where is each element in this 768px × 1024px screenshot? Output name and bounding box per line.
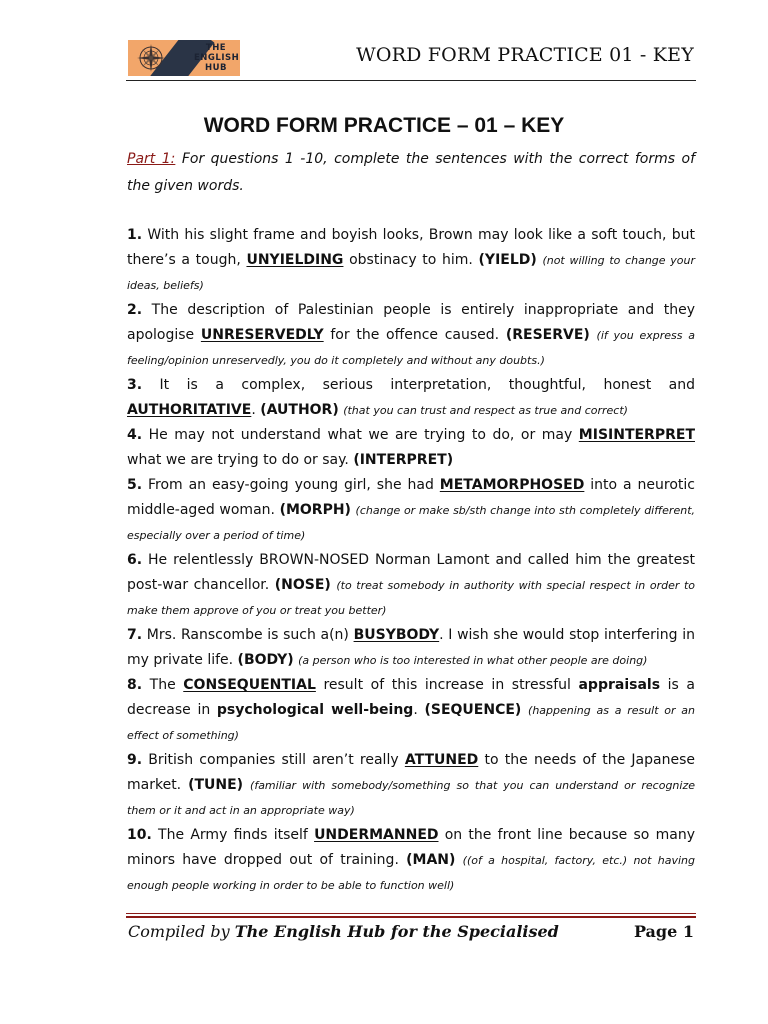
answer-word: BUSYBODY	[353, 627, 440, 643]
question-item	[127, 473, 695, 548]
answer-word: ATTUNED	[404, 752, 479, 768]
footer-compiled-by: Compiled by	[128, 922, 230, 941]
answer-word: METAMORPHOSED	[439, 477, 585, 493]
logo-text-line: ENGLISH	[194, 53, 240, 63]
logo-text-line: HUB	[205, 63, 227, 73]
question-text: for the offence caused.	[323, 327, 506, 343]
question-text: He may not understand what we are trying to do, or may	[142, 427, 579, 443]
question-item	[127, 673, 695, 748]
question-text: . I wish she would stop interfering in my private life.	[127, 627, 695, 668]
definition-text: (to treat somebody in authority with special respect in order to make them approve of you or treat you better)	[127, 579, 695, 617]
question-number: 1.	[127, 227, 143, 243]
base-word: (AUTHOR)	[260, 402, 339, 418]
base-word: (YIELD)	[478, 252, 537, 268]
logo	[128, 40, 240, 76]
definition-text: (that you can trust and respect as true and correct)	[343, 404, 628, 417]
base-word: (MAN)	[406, 852, 456, 868]
header-title: WORD FORM PRACTICE 01 - KEY	[356, 44, 694, 66]
answer-word: UNRESERVEDLY	[200, 327, 324, 343]
definition-text: (a person who is too interested in what other people are doing)	[298, 654, 648, 667]
part-label: Part 1:	[127, 151, 176, 167]
base-word: (NOSE)	[274, 577, 331, 593]
question-text: British companies still aren’t really	[142, 752, 405, 768]
instructions-text: For questions 1 -10, complete the sentences with the correct forms of the given words.	[127, 151, 695, 194]
base-word: (SEQUENCE)	[424, 702, 522, 718]
question-text: The description of Palestinian people is entirely inappropriate and they apologise	[127, 302, 695, 343]
logo-text	[194, 43, 238, 73]
question-text: on the front line because so many minors have dropped out of training.	[127, 827, 695, 868]
base-word: (BODY)	[237, 652, 294, 668]
question-text: into a neurotic middle-aged woman.	[127, 477, 695, 518]
question-item	[127, 623, 695, 673]
definition-text: (not willing to change your ideas, beliefs)	[127, 254, 695, 292]
question-item	[127, 748, 695, 823]
question-number: 5.	[127, 477, 143, 493]
base-word: (RESERVE)	[505, 327, 590, 343]
question-item	[127, 548, 695, 623]
definition-text: (if you express a feeling/opinion unreservedly, you do it completely and without any doubts.)	[127, 329, 695, 367]
question-number: 4.	[127, 427, 143, 443]
question-number: 3.	[127, 377, 143, 393]
question-text: obstinacy to him.	[343, 252, 479, 268]
question-number: 8.	[127, 677, 143, 693]
base-word: (MORPH)	[279, 502, 351, 518]
footer-credit	[128, 922, 559, 941]
question-text: With his slight frame and boyish looks, Brown may look like a soft touch, but there’s a tough,	[127, 227, 695, 268]
emphasis-text: psychological well-being	[216, 702, 414, 718]
answer-word: UNDERMANNED	[314, 827, 439, 843]
question-text: It is a complex, serious interpretation, thoughtful, honest and	[142, 377, 695, 393]
question-text	[590, 327, 597, 343]
compass-icon	[136, 43, 166, 73]
instructions	[127, 146, 695, 200]
question-text: to the needs of the Japanese market.	[127, 752, 695, 793]
question-text: Mrs. Ranscombe is such a(n)	[142, 627, 354, 643]
question-text: The	[142, 677, 184, 693]
footer-hub-name: The English Hub for the Specialised	[234, 922, 559, 941]
question-number: 6.	[127, 552, 143, 568]
base-word: (TUNE)	[188, 777, 244, 793]
base-word: (INTERPRET)	[353, 452, 454, 468]
footer-divider-thick	[126, 916, 696, 918]
question-number: 2.	[127, 302, 143, 318]
question-text: .	[251, 402, 261, 418]
question-number: 10.	[127, 827, 152, 843]
question-item	[127, 223, 695, 298]
question-number: 9.	[127, 752, 143, 768]
answer-word: AUTHORITATIVE	[127, 402, 252, 418]
question-item	[127, 823, 695, 898]
question-text: The Army finds itself	[151, 827, 315, 843]
answer-word: MISINTERPRET	[578, 427, 695, 443]
question-text: .	[413, 702, 425, 718]
emphasis-text: appraisals	[578, 677, 661, 693]
question-text	[243, 777, 250, 793]
question-text: result of this increase in stressful	[315, 677, 579, 693]
question-list	[127, 223, 695, 898]
definition-text: (familiar with somebody/something so that you can understand or recognize them or it and act in an appropriate way)	[127, 779, 695, 817]
question-text: He relentlessly BROWN-NOSED Norman Lamont and called him the greatest post-war chancellor.	[127, 552, 695, 593]
answer-word: CONSEQUENTIAL	[183, 677, 316, 693]
definition-text: ((of a hospital, factory, etc.) not having enough people working in order to be able to function well)	[127, 854, 695, 892]
header-divider	[126, 80, 696, 81]
question-number: 7.	[127, 627, 143, 643]
question-text: what we are trying to do or say.	[127, 452, 354, 468]
definition-text: (change or make sb/sth change into sth completely different, especially over a period of time)	[127, 504, 696, 542]
page-number: Page 1	[633, 922, 694, 941]
logo-text-line: THE	[205, 43, 227, 53]
question-item	[127, 423, 695, 473]
question-text: From an easy-going young girl, she had	[142, 477, 440, 493]
page-title: WORD FORM PRACTICE – 01 – KEY	[203, 114, 565, 137]
answer-word: UNYIELDING	[246, 252, 344, 268]
question-item	[127, 298, 695, 373]
page-header	[0, 0, 768, 100]
question-text	[455, 852, 462, 868]
footer-divider	[126, 913, 696, 914]
definition-text: (happening as a result or an effect of something)	[127, 704, 695, 742]
question-item	[127, 373, 695, 423]
question-text: is a decrease in	[127, 677, 695, 718]
